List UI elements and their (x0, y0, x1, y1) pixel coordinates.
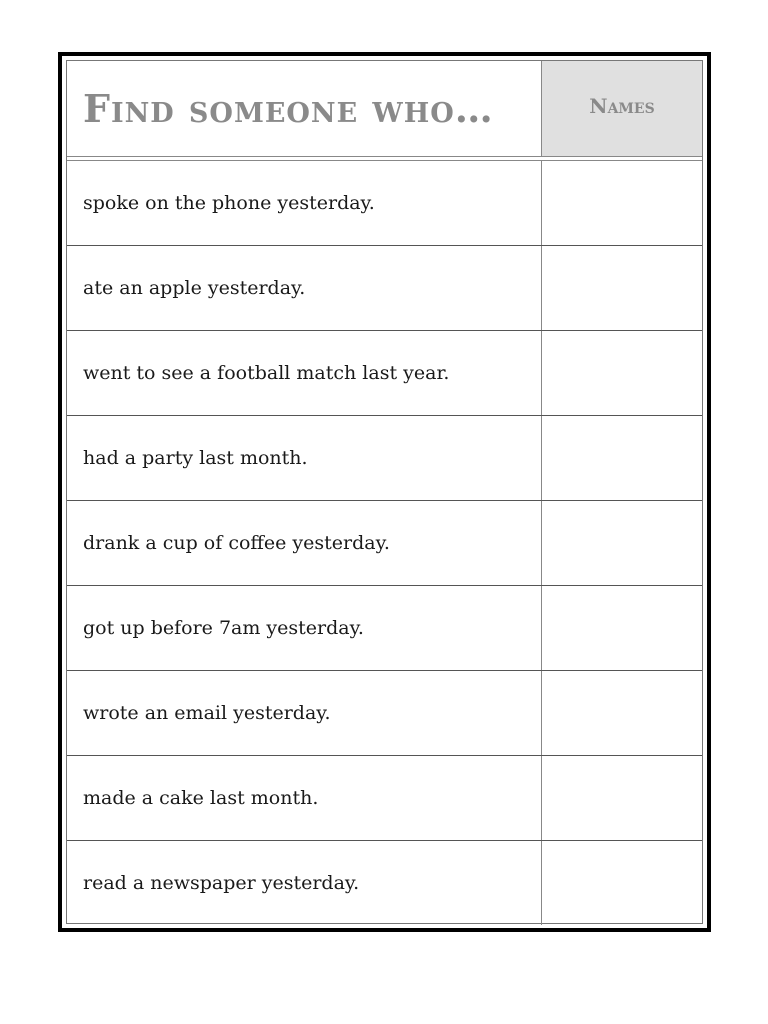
name-cell[interactable] (541, 416, 703, 500)
name-cell[interactable] (541, 841, 703, 925)
name-cell[interactable] (541, 501, 703, 585)
table-row (67, 246, 702, 331)
row-prompt: went to see a football match last year. (83, 362, 450, 384)
row-prompt: read a newspaper yesterday. (83, 872, 360, 894)
names-column-header: Names (589, 93, 655, 118)
table-row (67, 416, 702, 501)
name-cell[interactable] (541, 586, 703, 670)
name-cell[interactable] (541, 246, 703, 330)
table-row (67, 756, 702, 841)
prompt-rows (67, 161, 702, 926)
name-cell[interactable] (541, 161, 703, 245)
row-prompt: got up before 7am yesterday. (83, 617, 364, 639)
table-row (67, 586, 702, 671)
row-prompt: wrote an email yesterday. (83, 702, 331, 724)
name-cell[interactable] (541, 671, 703, 755)
name-cell[interactable] (541, 756, 703, 840)
header-row (67, 61, 702, 157)
header-title-cell (67, 61, 542, 156)
row-prompt: drank a cup of coffee yesterday. (83, 532, 390, 554)
worksheet-table (66, 60, 703, 924)
worksheet-title: Find someone who… (83, 86, 494, 131)
table-row (67, 501, 702, 586)
table-row (67, 331, 702, 416)
table-row (67, 161, 702, 246)
table-row (67, 841, 702, 926)
row-prompt: ate an apple yesterday. (83, 277, 306, 299)
names-header-cell (542, 61, 702, 156)
row-prompt: made a cake last month. (83, 787, 319, 809)
row-prompt: had a party last month. (83, 447, 308, 469)
table-row (67, 671, 702, 756)
row-prompt: spoke on the phone yesterday. (83, 192, 375, 214)
worksheet-frame (58, 52, 711, 932)
name-cell[interactable] (541, 331, 703, 415)
